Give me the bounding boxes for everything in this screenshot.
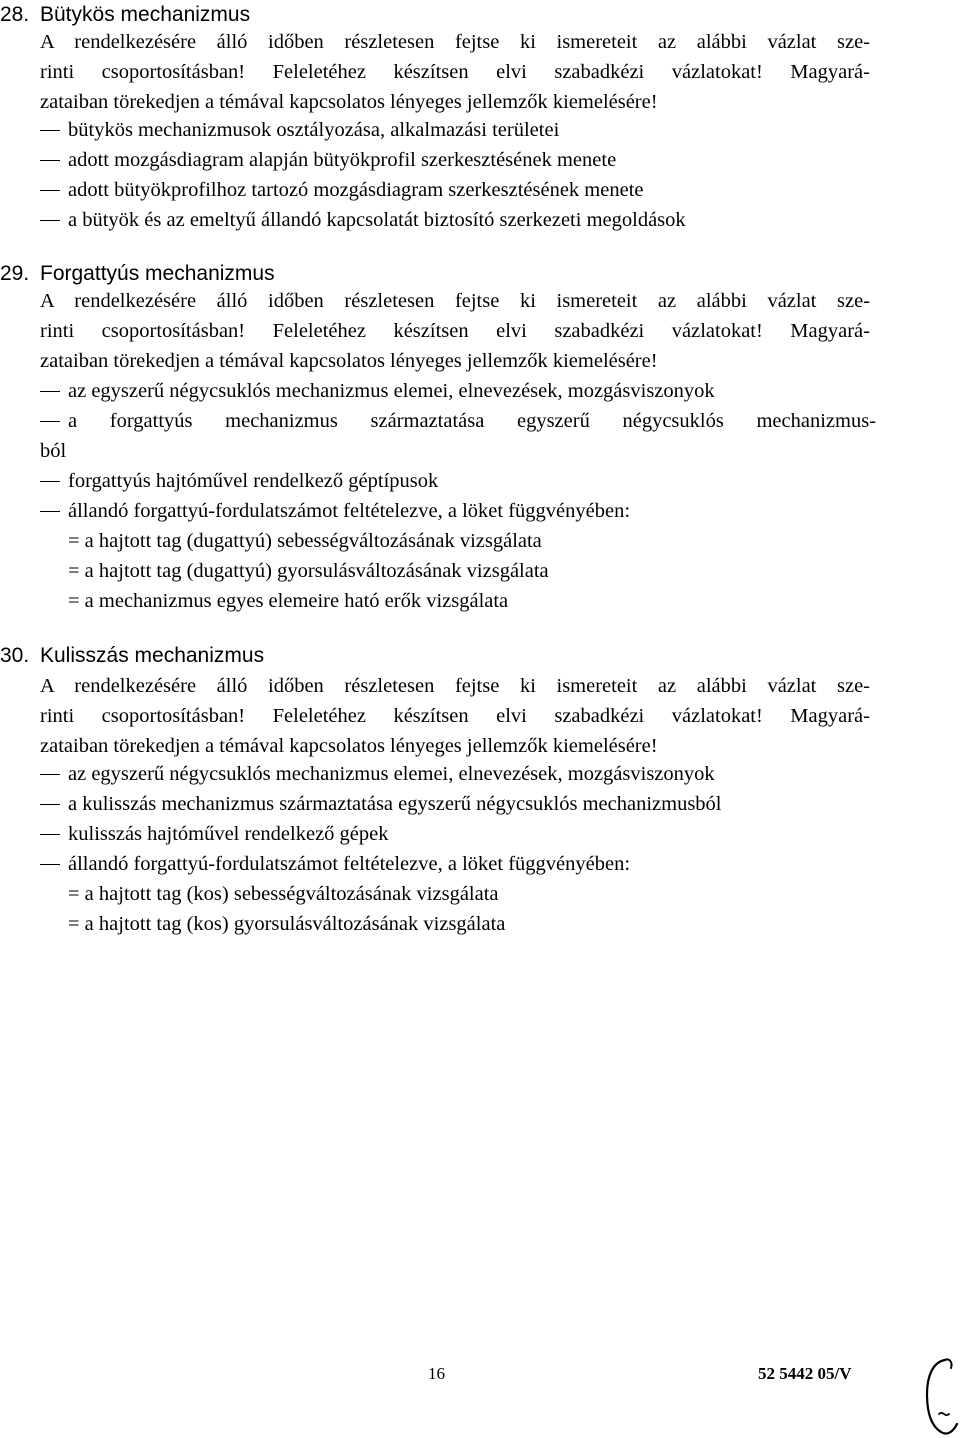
dash-bullet xyxy=(40,130,60,131)
section-heading xyxy=(0,641,264,671)
sub-item: = a hajtott tag (dugattyú) gyorsulásváltozásának vizsgálata xyxy=(68,560,549,582)
intro-line: rinti csoportosításban! Feleletéhez készítsen elvi szabadkézi vázlatokat! Magyará- xyxy=(40,320,870,342)
list-item: adott bütyökprofilhoz tartozó mozgásdiagram szerkesztésének menete xyxy=(0,175,960,205)
list-item: kulisszás hajtóművel rendelkező gépek xyxy=(0,819,960,849)
intro-line: zataiban törekedjen a témával kapcsolatos lényeges jellemzők kiemelésére! xyxy=(40,91,658,113)
dash-bullet xyxy=(40,481,60,482)
list-item: forgattyús hajtóművel rendelkező géptípusok xyxy=(0,466,960,496)
dash-bullet xyxy=(40,804,60,805)
bullet-list xyxy=(0,759,960,939)
list-item-line: ból xyxy=(40,440,67,462)
dash-bullet xyxy=(40,774,60,775)
page-number: 16 xyxy=(428,1364,445,1383)
intro-line: rinti csoportosításban! Feleletéhez készítsen elvi szabadkézi vázlatokat! Magyará- xyxy=(40,61,870,83)
sub-item: = a hajtott tag (dugattyú) sebességváltozásának vizsgálata xyxy=(68,530,542,552)
dash-bullet xyxy=(40,190,60,191)
intro-line: rinti csoportosításban! Feleletéhez készítsen elvi szabadkézi vázlatokat! Magyará- xyxy=(40,705,870,727)
bullet-list xyxy=(0,115,960,235)
intro-line: zataiban törekedjen a témával kapcsolatos lényeges jellemzők kiemelésére! xyxy=(40,735,658,757)
list-item: adott mozgásdiagram alapján bütyökprofil szerkesztésének menete xyxy=(0,145,960,175)
sub-item: = a hajtott tag (kos) gyorsulásváltozásának vizsgálata xyxy=(68,913,506,935)
intro-line: zataiban törekedjen a témával kapcsolatos lényeges jellemzők kiemelésére! xyxy=(40,350,658,372)
list-item: az egyszerű négycsuklós mechanizmus elemei, elnevezések, mozgásviszonyok xyxy=(0,759,960,789)
sub-item: = a mechanizmus egyes elemeire ható erők vizsgálata xyxy=(68,590,509,612)
dash-bullet xyxy=(40,391,60,392)
section-number: 28. xyxy=(0,3,30,26)
handwritten-initial-icon xyxy=(915,1352,960,1438)
section-heading xyxy=(0,259,275,289)
bullet-list xyxy=(0,376,960,616)
section-intro xyxy=(40,286,870,376)
section-number: 30. xyxy=(0,644,30,667)
intro-line: A rendelkezésére álló időben részletesen fejtse ki ismereteit az alábbi vázlat sze- xyxy=(40,31,870,53)
dash-bullet xyxy=(40,220,60,221)
list-item: állandó forgattyú-fordulatszámot feltételezve, a löket függvényében: xyxy=(0,496,960,526)
list-item: a bütyök és az emeltyű állandó kapcsolatát biztosító szerkezeti megoldások xyxy=(0,205,960,235)
section-title: Bütykös mechanizmus xyxy=(40,3,251,26)
list-item: állandó forgattyú-fordulatszámot feltételezve, a löket függvényében: xyxy=(0,849,960,879)
list-item-line: a forgattyús mechanizmus származtatása egyszerű négycsuklós mechanizmus- xyxy=(68,410,876,432)
section-number: 29. xyxy=(0,262,30,285)
dash-bullet xyxy=(40,511,60,512)
intro-line: A rendelkezésére álló időben részletesen fejtse ki ismereteit az alábbi vázlat sze- xyxy=(40,675,870,697)
section-heading xyxy=(0,0,250,30)
section-title: Forgattyús mechanizmus xyxy=(40,262,275,285)
section-intro xyxy=(40,671,870,761)
dash-bullet xyxy=(40,160,60,161)
list-item xyxy=(0,406,960,466)
section-intro xyxy=(40,27,870,117)
list-item: az egyszerű négycsuklós mechanizmus elemei, elnevezések, mozgásviszonyok xyxy=(0,376,960,406)
section-title: Kulisszás mechanizmus xyxy=(40,644,265,667)
dash-bullet xyxy=(40,834,60,835)
list-item: a kulisszás mechanizmus származtatása egyszerű négycsuklós mechanizmusból xyxy=(0,789,960,819)
document-code: 52 5442 05/V xyxy=(758,1364,852,1383)
list-item: bütykös mechanizmusok osztályozása, alkalmazási területei xyxy=(0,115,960,145)
dash-bullet xyxy=(40,864,60,865)
intro-line: A rendelkezésére álló időben részletesen fejtse ki ismereteit az alábbi vázlat sze- xyxy=(40,290,870,312)
sub-item: = a hajtott tag (kos) sebességváltozásának vizsgálata xyxy=(68,883,499,905)
dash-bullet xyxy=(40,421,60,422)
